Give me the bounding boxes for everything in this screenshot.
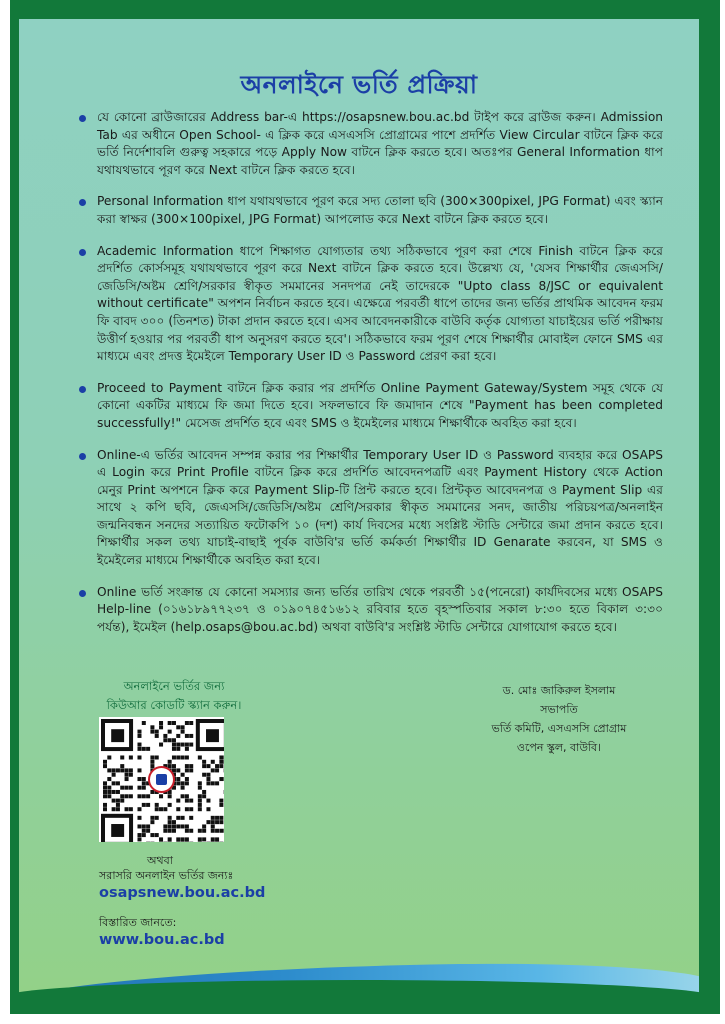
bou-logo-icon: [148, 766, 175, 793]
bullet-icon: [79, 249, 86, 256]
list-item: [81, 447, 663, 570]
step-text: Academic Information ধাপে শিক্ষাগত যোগ্যতার তথ্য সঠিকভাবে পূরণ করা শেষে Finish বাটনে ক্লিক করে প্রদর্শিত কোর্সসমূহ যথাযথভাবে পূরণ করে Next বাটনে ক্লিক করতে হবে। উল্লেখ্য যে, 'যেসব শিক্ষার্থীর জেএসসি/জেডিসি/অষ্টম শ্রেণি/সরকার স্বীকৃত সমমানের সনদপত্র নেই তাদেরকে "Upto class 8/JSC or equivalent without certificate" অপশন নির্বাচন করতে হবে। এক্ষেত্রে পরবর্তী ধাপে তাদের জন্য ভর্তির প্রাথমিক আবেদন ফরম ফি বাবদ ৩০০ (তিনশত) টাকা প্রদান করতে হবে। এসব আবেদনকারীকে বাউবি কর্তৃক যোগ্যতা যাচাইয়ের ভর্তি পরীক্ষায় উত্তীর্ণ হওয়ার পর পরবর্তী ধাপ অনুসরণ করতে হবে'। সঠিকভাবে ফরম পূরণ শেষে শিক্ষার্থীর মোবাইল ফোনে SMS এর মাধ্যমে এবং প্রদত্ত ইমেইলে Temporary User ID ও Password প্রেরণ করা হবে।: [97, 243, 663, 364]
signatory-designation: সভাপতি: [540, 703, 578, 716]
bullet-icon: [79, 590, 86, 597]
list-item: [81, 109, 663, 179]
osaps-link[interactable]: osapsnew.bou.ac.bd: [99, 885, 266, 901]
page-title: অনলাইনে ভর্তি প্রক্রিয়া: [240, 70, 478, 99]
list-item: [81, 584, 663, 637]
signature-block: [449, 681, 669, 757]
step-text: Personal Information ধাপ যথাযথভাবে পূরণ করে সদ্য তোলা ছবি (300×300pixel, JPG Format) এবং স্ক্যান করা স্বাক্ষর (300×100pixel, JPG Format) আপলোড করে Next বাটনে ক্লিক করতে হবে।: [97, 194, 663, 226]
bullet-icon: [79, 115, 86, 122]
direct-admission-label: সরাসরি অনলাইন ভর্তির জন্যঃ: [99, 869, 234, 882]
qr-caption-line2: কিউআর কোডটি স্ক্যান করুন।: [106, 698, 242, 712]
qr-caption-line1: অনলাইনে ভর্তির জন্য: [123, 679, 225, 693]
bou-website-link[interactable]: www.bou.ac.bd: [99, 932, 225, 948]
step-text: Proceed to Payment বাটনে ক্লিক করার পর প্রদর্শিত Online Payment Gateway/System সমূহ থেকে যে কোনো একটির মাধ্যমে ফি জমা দিতে হবে। সফলভাবে ফি জমাদান শেষে "Payment has been completed successfully!" মেসেজ প্রদর্শিত হবে এবং SMS ও ইমেইলের মাধ্যমে শিক্ষার্থীকে অবহিত করা হবে।: [97, 380, 663, 430]
list-item: [81, 243, 663, 366]
qr-caption: [99, 677, 249, 715]
step-text: Online ভর্তি সংক্রান্ত যে কোনো সমস্যার জন্য ভর্তির তারিখ থেকে পরবর্তী ১৫(পনেরো) কার্যদিবসের মধ্যে OSAPS Help-line (০১৬১৮৯৭৭২৩৭ ও ০১৯০৭৪৫১৬১২ রবিবার হতে বৃহস্পতিবার সকাল ৮:৩০ হতে বিকাল ৩:৩০ পর্যন্ত), ইমেইল (help.osaps@bou.ac.bd) অথবা বাউবি'র সংশ্লিষ্ট স্টাডি সেন্টারে যোগাযোগ করতে হবে।: [97, 584, 663, 634]
step-text: যে কোনো ব্রাউজারের Address bar-এ https://osapsnew.bou.ac.bd টাইপ করে ব্রাউজ করুন। Admission Tab এর অধীনে Open School- এ ক্লিক করে এসএসসি প্রোগ্রামের পাশে প্রদর্শিত View Circular বাটনে ক্লিক করে ভর্তি নির্দেশাবলি গুরুত্ব সহকারে পড়ে Apply Now বাটনে ক্লিক করতে হবে। অতঃপর General Information ধাপ যথাযথভাবে পূরণ করে Next বাটনে ক্লিক করতে হবে।: [97, 110, 663, 177]
details-label: বিস্তারিত জানতে:: [99, 916, 177, 929]
step-text: Online-এ ভর্তির আবেদন সম্পন্ন করার পর শিক্ষার্থীর Temporary User ID ও Password ব্যবহার করে OSAPS এ Login করে Print Profile বাটনে ক্লিক করে প্রদর্শিত আবেদনপত্রটি এবং Payment History থেকে Action মেনুর Print অপশনে ক্লিক করে Payment Slip-টি প্রিন্ট করতে হবে। প্রিন্টকৃত আবেদনপত্র ও Payment Slip এর সাথে ২ কপি ছবি, জেএসসি/জেডিসি/অষ্টম শ্রেণি/সরকার স্বীকৃত সমমানের সনদ, জাতীয় পরিচয়পত্র/অনলাইন জন্মনিবন্ধন সনদের সত্যায়িত ফটোকপি ১০ (দশ) কার্য দিবসের মধ্যে সংশ্লিষ্ট স্টাডি সেন্টারে জমা প্রদান করতে হবে। শিক্ষার্থীর সকল তথ্য যাচাই-বাছাই পূর্বক বাউবি'র ভর্তি কর্মকর্তা শিক্ষার্থীর ID Genarate করবেন, যা SMS ও ইমেইলের মাধ্যমে শিক্ষার্থীকে অবহিত করা হবে।: [97, 447, 663, 568]
signatory-org: ওপেন স্কুল, বাউবি।: [516, 741, 602, 754]
list-item: [81, 380, 663, 433]
bullet-icon: [79, 453, 86, 460]
bullet-icon: [79, 386, 86, 393]
list-item: [81, 193, 663, 228]
steps-list: [81, 109, 663, 650]
content-panel: [19, 19, 699, 994]
or-text: অথবা: [147, 854, 173, 867]
signatory-name: ড. মোঃ জাকিরুল ইসলাম: [502, 684, 616, 697]
signatory-committee: ভর্তি কমিটি, এসএসসি প্রোগ্রাম: [491, 722, 627, 735]
qr-code[interactable]: [99, 717, 224, 842]
bullet-icon: [79, 199, 86, 206]
